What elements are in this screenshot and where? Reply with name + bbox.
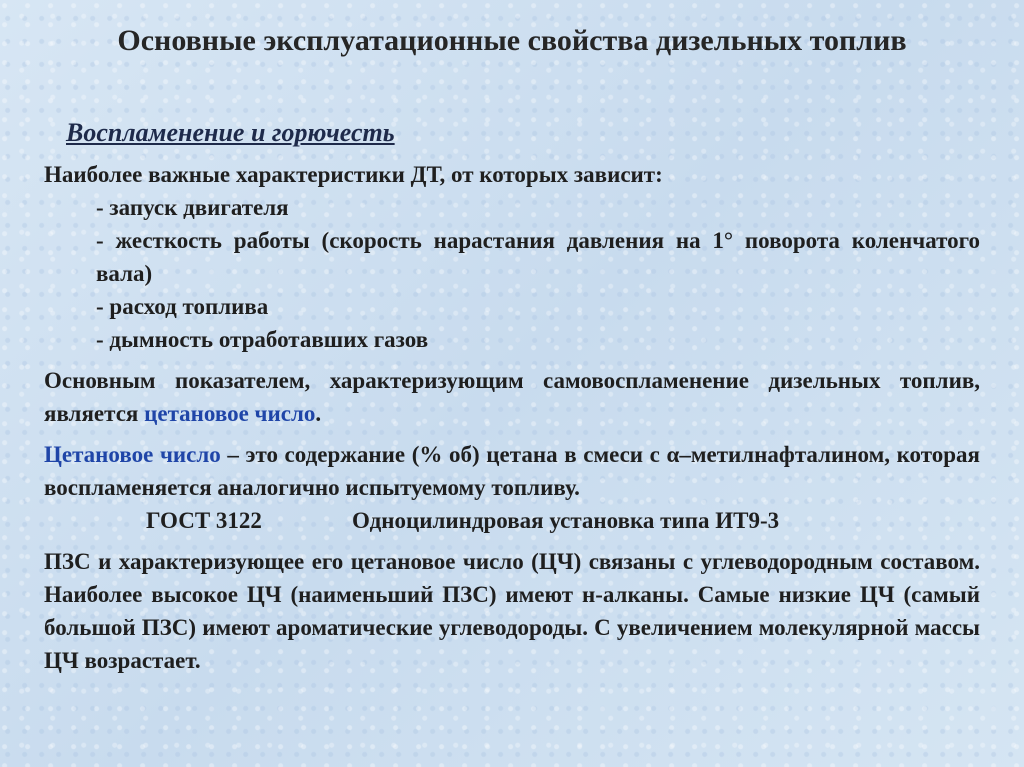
intro-text: Наиболее важные характеристики ДТ, от которых зависит: <box>44 162 663 187</box>
list-item: - запуск двигателя <box>96 195 289 220</box>
list-item: - дымность отработавших газов <box>96 327 429 352</box>
list-item: - жесткость работы (скорость нарастания давления на 1° поворота коленчатого вала) <box>96 228 980 286</box>
main-indicator-paragraph <box>44 364 980 430</box>
gost-description: Одноцилиндровая установка типа ИТ9-3 <box>352 508 780 533</box>
main-indicator-end: . <box>315 401 322 426</box>
gost-number: ГОСТ 3122 <box>146 508 262 533</box>
slide-body <box>44 158 980 677</box>
definition-term: Цетановое число <box>44 442 221 467</box>
conclusion-paragraph: ПЗС и характеризующее его цетановое число (ЦЧ) связаны с углеводородным составом. Наиболее высокое ЦЧ (наименьший ПЗС) имеют н-алканы. Самые низкие ЦЧ (самый большой ПЗС) имеют ароматические углеводороды. С увеличением молекулярной массы ЦЧ возрастает. <box>44 549 980 673</box>
cetane-number-highlight: цетановое число <box>144 401 316 426</box>
list-item: - расход топлива <box>96 294 269 319</box>
definition-text: – это содержание (% об) цетана в смеси с α–метилнафталином, которая воспламеняется аналогично испытуемому топливу. <box>44 442 980 500</box>
section-subtitle: Воспламенение и горючесть <box>66 118 395 147</box>
gost-line <box>146 504 980 537</box>
main-indicator-text: Основным показателем, характеризующим самовоспламенение дизельных топлив, является <box>44 368 980 426</box>
definition-paragraph <box>44 438 980 504</box>
slide-title: Основные эксплуатационные свойства дизельных топлив <box>117 24 907 57</box>
